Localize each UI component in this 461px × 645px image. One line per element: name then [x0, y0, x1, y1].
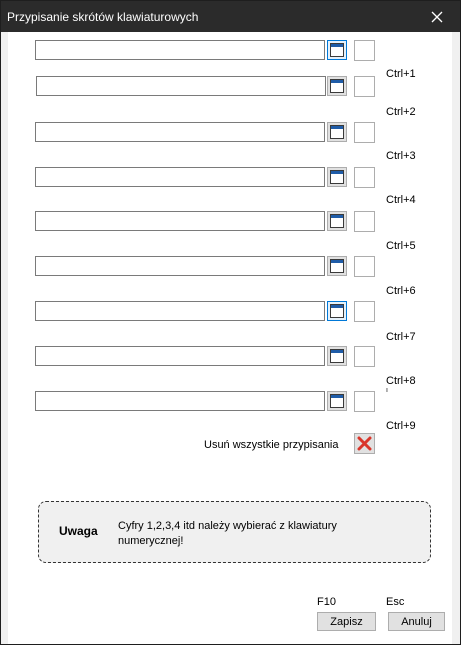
dialog-body: Ctrl+1 Ctrl+2 Ctrl+3 Ctrl+4 Ctrl+5 Ctrl+6 Ctrl+7 Ctrl+8 Ctrl+9 ı Usuń wszystkie przypisania Uwaga Cyfry 1,2,3,4 itd należy wybierać z klawiatury numerycznej! F10 Esc Zapisz Anuluj: [8, 32, 452, 644]
pick-window-button[interactable]: [327, 76, 347, 96]
shortcut-row: [8, 40, 452, 62]
shortcut-field[interactable]: [35, 122, 325, 142]
note-text: Cyfry 1,2,3,4 itd należy wybierać z klawiatury numerycznej!: [118, 520, 337, 547]
shortcut-row: [8, 211, 452, 233]
shortcut-extra-button[interactable]: [354, 167, 375, 188]
shortcut-field[interactable]: [35, 211, 325, 231]
pick-window-button[interactable]: [327, 256, 347, 276]
shortcut-row: [8, 301, 452, 323]
shortcut-row: [8, 122, 452, 144]
shortcut-key-label: Ctrl+6: [386, 285, 416, 297]
shortcut-extra-button[interactable]: [354, 122, 375, 143]
shortcut-extra-button[interactable]: [354, 391, 375, 412]
shortcut-key-label: Ctrl+7: [386, 331, 416, 343]
window-icon: [330, 304, 344, 318]
remove-all-label: Usuń wszystkie przypisania: [204, 439, 339, 451]
remove-all-button[interactable]: [354, 433, 375, 454]
shortcut-key-label: Ctrl+9: [386, 420, 416, 432]
shortcut-key-label: Ctrl+1: [386, 68, 416, 80]
window-icon: [330, 259, 344, 273]
window-icon: [330, 79, 344, 93]
shortcut-extra-button[interactable]: [354, 346, 375, 367]
window-icon: [330, 125, 344, 139]
note-title: Uwaga: [59, 524, 98, 538]
pick-window-button[interactable]: [327, 301, 347, 321]
shortcut-key-label: Ctrl+5: [386, 240, 416, 252]
close-button[interactable]: [414, 1, 460, 32]
shortcut-row: [8, 256, 452, 278]
shortcut-extra-button[interactable]: [354, 211, 375, 232]
shortcut-extra-button[interactable]: [354, 301, 375, 322]
pick-window-button[interactable]: [327, 391, 347, 411]
shortcut-row: [8, 391, 452, 413]
cancel-button[interactable]: Anuluj: [388, 612, 445, 631]
shortcut-field[interactable]: [36, 76, 326, 96]
save-button[interactable]: Zapisz: [317, 612, 376, 631]
shortcut-extra-button[interactable]: [354, 76, 375, 97]
window-title: Przypisanie skrótów klawiaturowych: [7, 10, 199, 24]
save-key-hint: F10: [317, 596, 336, 608]
close-icon: [431, 11, 443, 23]
pick-window-button[interactable]: [327, 122, 347, 142]
shortcut-field[interactable]: [35, 346, 325, 366]
cancel-key-hint: Esc: [386, 596, 405, 608]
shortcut-row: [8, 346, 452, 368]
window-icon: [330, 43, 344, 57]
window-icon: [330, 170, 344, 184]
red-x-icon: [357, 436, 372, 451]
shortcut-row: [8, 76, 452, 98]
shortcut-key-label: Ctrl+3: [386, 150, 416, 162]
note-box: [38, 501, 431, 563]
shortcut-field[interactable]: [35, 256, 325, 276]
window-icon: [330, 349, 344, 363]
shortcut-extra-button[interactable]: [354, 256, 375, 277]
shortcut-row: [8, 167, 452, 189]
pick-window-button[interactable]: [327, 346, 347, 366]
shortcut-key-label: Ctrl+8: [386, 375, 416, 387]
window-icon: [330, 394, 344, 408]
shortcut-key-label: Ctrl+4: [386, 194, 416, 206]
window-icon: [330, 214, 344, 228]
shortcut-field[interactable]: [35, 301, 325, 321]
title-bar: [1, 1, 460, 32]
shortcut-field[interactable]: [35, 40, 325, 60]
pick-window-button[interactable]: [327, 167, 347, 187]
pick-window-button[interactable]: [327, 40, 347, 60]
pick-window-button[interactable]: [327, 211, 347, 231]
shortcut-key-label: Ctrl+2: [386, 106, 416, 118]
shortcut-extra-button[interactable]: [354, 40, 375, 61]
shortcut-field[interactable]: [35, 391, 325, 411]
shortcut-field[interactable]: [35, 167, 325, 187]
